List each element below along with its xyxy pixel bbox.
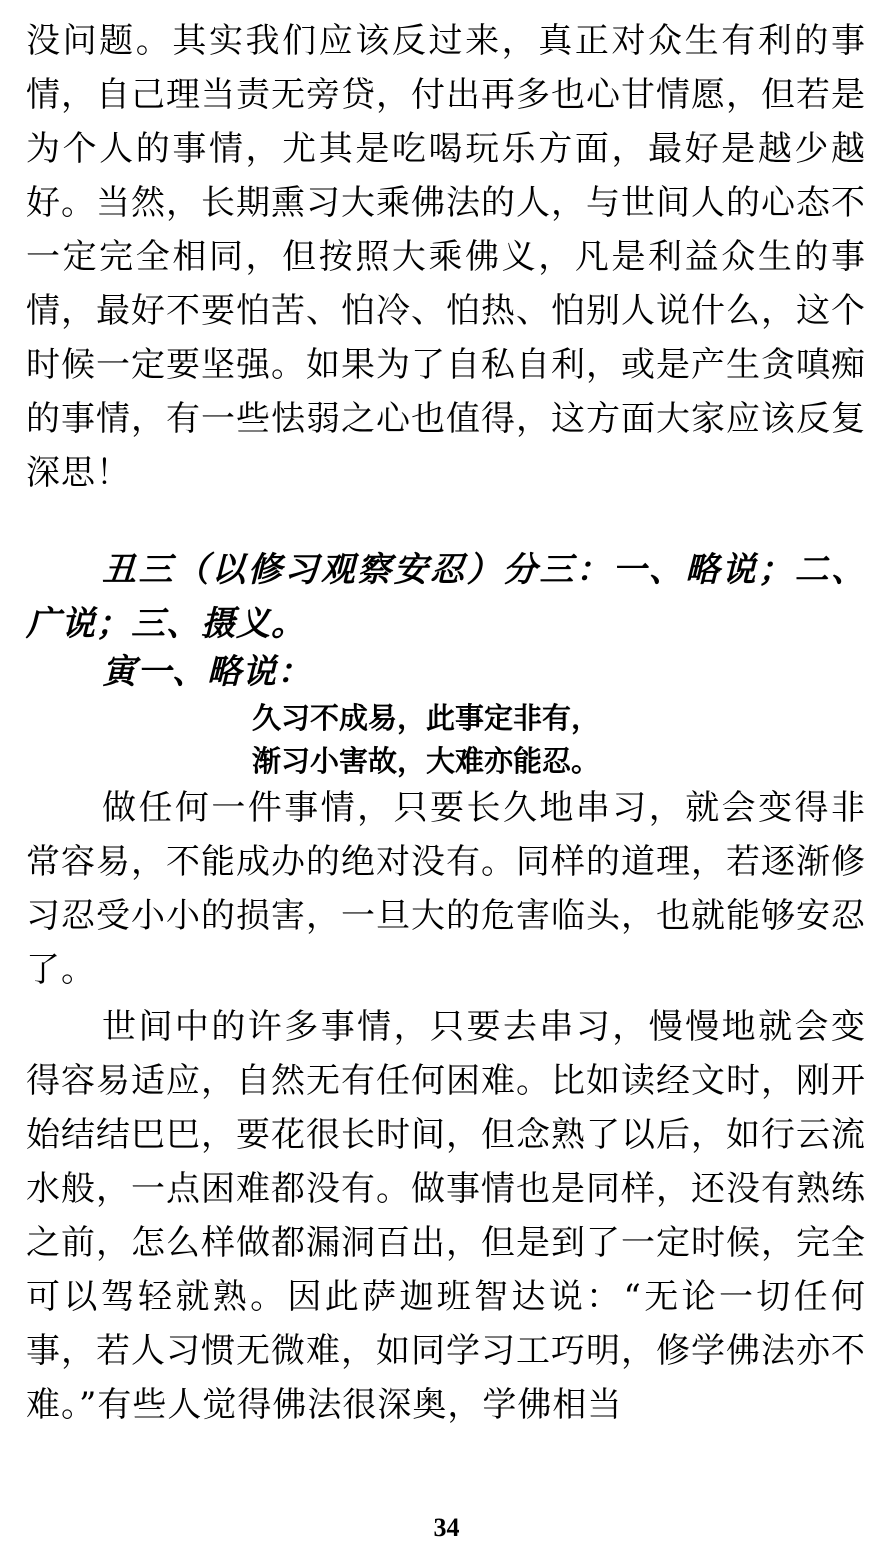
verse-line-2: 渐习小害故，大难亦能忍。 [252, 744, 601, 778]
paragraph-continuation: 没问题。其实我们应该反过来，真正对众生有利的事情，自己理当责无旁贷，付出再多也心甘情愿，但若是为个人的事情，尤其是吃喝玩乐方面，最好是越少越好。当然，长期熏习大乘佛法的人，与世间人的心态不一定完全相同，但按照大乘佛义，凡是利益众生的事情，最好不要怕苦、怕冷、怕热、怕别人说什么，这个时候一定要坚强。如果为了自私自利，或是产生贪嗔痴的事情，有一些怯弱之心也值得，这方面大家应该反复深思！ [26, 21, 866, 493]
page-number: 34 [433, 1513, 460, 1542]
verse-block [252, 697, 600, 783]
paragraph-commentary: 做任何一件事情，只要长久地串习，就会变得非常容易，不能成办的绝对没有。同样的道理，若逐渐修习忍受小小的损害，一旦大的危害临头，也就能够安忍了。 [26, 788, 866, 990]
paragraph-explanation: 世间中的许多事情，只要去串习，慢慢地就会变得容易适应，自然无有任何困难。比如读经文时，刚开始结结巴巴，要花很长时间，但念熟了以后，如行云流水般，一点困难都没有。做事情也是同样，还没有熟练之前，怎么样做都漏洞百出，但是到了一定时候，完全可以驾轻就熟。因此萨迦班智达说：“无论一切任何事，若人习惯无微难，如同学习工巧明，修学佛法亦不难。”有些人觉得佛法很深奥，学佛相当 [26, 1007, 866, 1425]
verse-line-1: 久习不成易，此事定非有， [252, 701, 601, 735]
section-heading: 丑三（以修习观察安忍）分三：一、略说；二、广说；三、摄义。 [26, 550, 866, 644]
subsection-heading: 寅一、略说： [102, 652, 312, 692]
